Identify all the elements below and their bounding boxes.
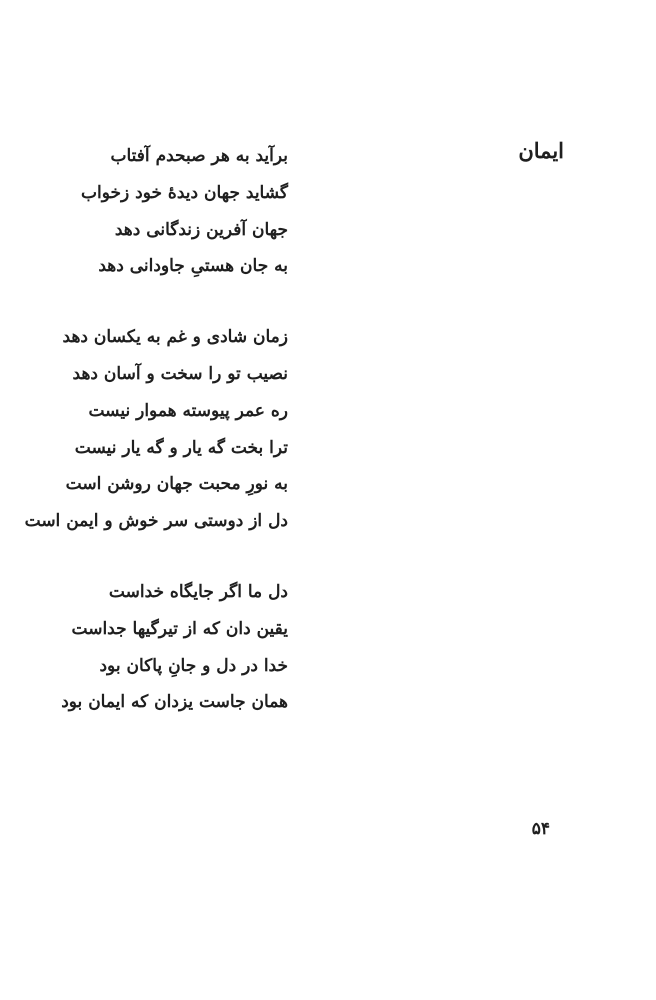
- poem-body: [24, 138, 288, 721]
- stanza-1: [48, 138, 288, 285]
- poem-title: ایمان: [518, 138, 564, 163]
- verse-line: نصیب تو را سخت و آسان دهد: [72, 363, 288, 384]
- verse-line: همان جاست یزدان که ایمان بود: [61, 692, 288, 713]
- verse-line: جهان آفرین زندگانی دهد: [114, 219, 288, 240]
- verse-line: خدا در دل و جانِ پاکان بود: [99, 655, 288, 676]
- stanza-3: [48, 574, 288, 721]
- verse-line: برآید به هر صبحدم آفتاب: [110, 146, 288, 166]
- verse-line: زمان شادی و غم به یکسان دهد: [62, 327, 288, 348]
- verse-line: دل از دوستی سر خوش و ایمن است: [24, 511, 288, 532]
- page-number: ۵۴: [531, 819, 550, 839]
- verse-line: به جان هستیِ جاودانی دهد: [98, 256, 288, 277]
- verse-line: به نورِ محبت جهان روشن است: [65, 474, 288, 495]
- verse-line: ترا بخت گه یار و گه یار نیست: [74, 437, 288, 458]
- verse-line: یقین دان که از تیرگیها جداست: [71, 618, 288, 639]
- verse-line: ره عمر پیوسته هموار نیست: [88, 400, 288, 421]
- verse-line: گشاید جهان دیدهٔ خود زخواب: [81, 182, 288, 203]
- verse-line: دل ما اگر جایگاه خداست: [108, 581, 288, 602]
- stanza-2: [24, 319, 288, 540]
